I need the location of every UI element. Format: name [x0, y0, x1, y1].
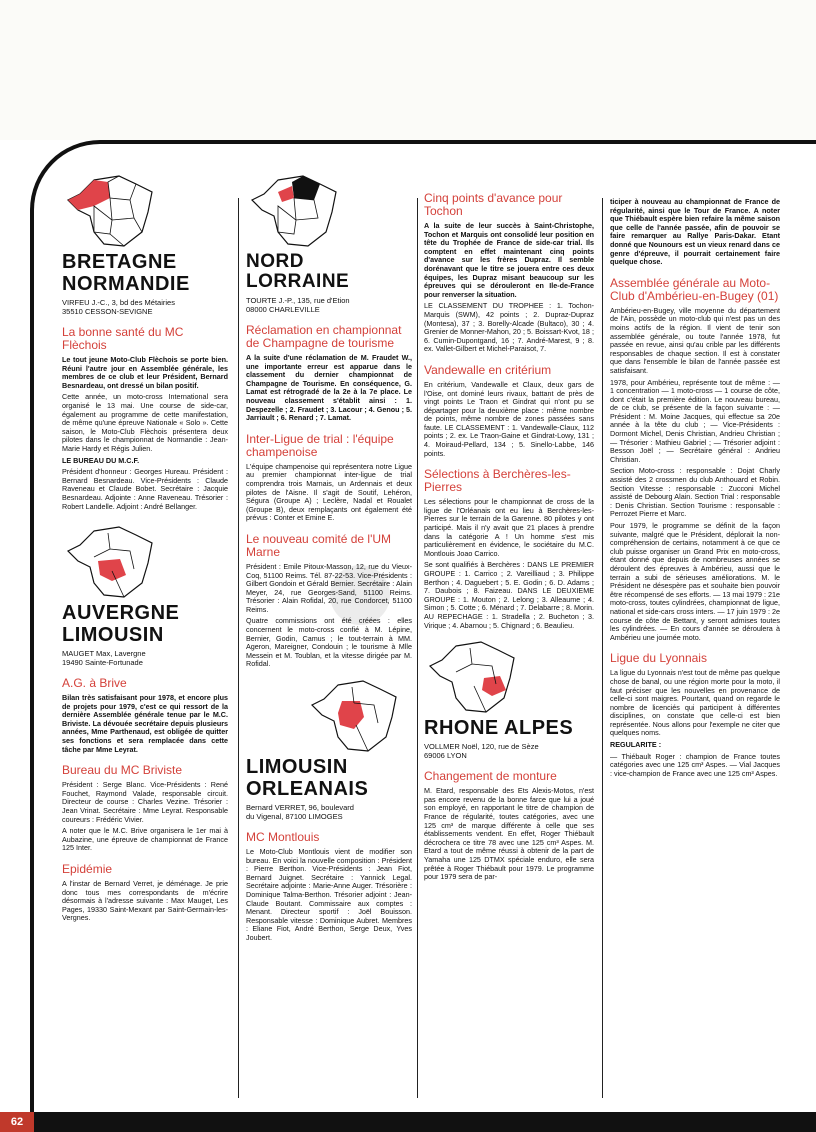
article-paragraph: Président d'honneur : Georges Hureau. Président : Bernard Besnardeau. Vice-Présidents : Claude Raveneau et Claude Bobet. Secrétaire : Jacquie Besnardeau. Adjointe : Anne Raveneau. Trésorier : Robert Landelle. Adjoint : André Bellanger. — [62, 467, 228, 511]
article-paragraph: Cette année, un moto-cross International sera organisé le 13 mai. Une course de side-car, également au programme de cette manifestation, de même qu'une épreuve Nationale « Solo ». Cette saison, le Moto-Club Flèchois présentera deux pilotes dans le championnat de Normandie : Jean-Marie Hardy et Régis Julien. — [62, 392, 228, 453]
article-heading: MC Montlouis — [246, 830, 320, 845]
address-line: TOURTE J.-P., 135, rue d'Etion — [246, 296, 350, 305]
region-title: ORLEANAIS — [246, 778, 369, 801]
article-paragraph: L'équipe champenoise qui représentera notre Ligue au premier championnat inter-ligue de trial comprendra trois Marnais, un Ardennais et deux pilotes de l'Aisne. Il s'agit de Soutif, Lehéron, Ségura (Groupe A) ; Leclère, Nadal et Roualet (Groupe B), deux remplaçants ont également été prévus : Conter et Emine E. — [246, 461, 412, 523]
page-number: 62 — [0, 1112, 34, 1132]
france-map-icon — [308, 677, 408, 755]
region-bretagne-normandie — [62, 172, 228, 316]
column-1 — [62, 172, 228, 1102]
region-nord-lorraine — [246, 172, 412, 314]
address-line: 08000 CHARLEVILLE — [246, 305, 320, 314]
article-paragraph: ticiper à nouveau au championnat de France de régularité, ainsi que le Tour de France. A noter que Thiébault espère bien refaire la même saison que celle de l'année passée, afin de pouvoir se faire remarquer au Rallye Paris-Dakar. Etant donné que Nounours est un vieux renard dans ce genre d'épreuve, il pourrait certainement faire quelque chose. — [610, 197, 780, 267]
article-heading: Assemblée générale au Moto-Club d'Ambérieu-en-Bugey (01) — [610, 275, 779, 303]
address-line: 19490 Sainte-Fortunade — [62, 658, 143, 668]
article-paragraph: A l'instar de Bernard Verret, je déménage. Je prie donc tous mes correspondants de m'écrire désormais à l'adresse suivante : Max Mauget, Les Pages, 19330 Saint-Mexant par Saint-Germain-les-Vergnes. — [62, 879, 228, 923]
article-paragraph: Le Moto-Club Montlouis vient de modifier son bureau. En voici la nouvelle composition : Président : Pierre Berthon. Vice-Présidents : Jean Fiot, Bernard Juignet. Secrétaire : Yannick Legal. Secrétaire adjointe : Marie-Anne Auger. Trésorière : Dominique Talma-Berthon. Trésorier adjoint : Jean-Claude Boutant. Commissaire aux comptes : Menant. Directeur sportif : Joël Bouisson. Responsable vitesse : Dominique Aubret. Membres : Eliane Fiot, André Berthon, Serge Deux, Yves Joubert. — [246, 847, 412, 942]
article-heading: Vandewalle en critérium — [424, 362, 552, 377]
article-paragraph: Se sont qualifiés à Berchères : DANS LE PREMIER GROUPE : 1. Carrico ; 2. Vareilliaud ; 3. Philippe Berthon ; 4. Daguebert ; 5. E. Godin ; 6. D. Adams ; 7. Daubois ; 8. Faizeau. DANS LE DEUXIEME GROUPE : 1. Mouton ; 2. Lelong ; 3. Alleaume ; 4. Simon ; 5. Cotte ; 6. Ménard ; 7. Delabarre ; 8. Morin. AU REPECHAGE : 1. Stradella ; 2. Bucheton ; 3. Virique ; 4. Abarnou ; 5. Chignard ; 6. Beaulieu. — [424, 560, 594, 630]
article-paragraph: Président : Serge Blanc. Vice-Présidents : René Fouchet, Raymond Valade, responsable circuit. Directeur de course : Charles Vezine. Trésorier : Jean Vrinat. Secrétaire : Mme Leyrat. Responsable coureurs : Frédéric Vivier. — [62, 780, 228, 824]
column-3 — [424, 172, 594, 1102]
article-paragraph: Section Moto-cross : responsable : Dojat Charly assisté des 2 crossmen du club Anthouard et Robin. Section Vitesse : responsable : Zucconi Michel assisté de Debourg Alain. Section Trial : responsable : Denis Christian. Section Tourisme : responsable : Perrozet Pierre et Marc. — [610, 466, 780, 519]
article-heading: Changement de monture — [424, 769, 557, 784]
correspondent-address — [246, 803, 412, 821]
region-title: LIMOUSIN — [62, 624, 164, 647]
article-heading: Sélections à Berchères-les-Pierres — [424, 467, 571, 495]
article-paragraph: — Thiébault Roger : champion de France toutes catégories avec une 125 cm³ Aspes. — Vial Jacques : vice-champion de France avec une 125 cm³ Aspes. — [610, 751, 780, 778]
address-line: 35510 CESSON-SEVIGNE — [62, 307, 153, 316]
article-heading: Inter-Ligue de trial : l'équipe champenoise — [246, 431, 394, 459]
article-paragraph: Ambérieu-en-Bugey, ville moyenne du département de l'Ain, possède un moto-club qui n'est pas un des moins actifs de la région. Il vient de tenir son assemblée générale, ou toute l'année 1978, fut passée en revue, ainsi qu'au crible par les différents responsables de chaque section. Il est à constater que dans l'ensemble le bilan de l'année passée est satisfaisant. — [610, 305, 780, 375]
article-heading: A.G. à Brive — [62, 676, 127, 691]
france-map-icon — [64, 523, 164, 601]
correspondent-address — [246, 296, 412, 314]
article-paragraph: REGULARITE : — [610, 740, 662, 750]
region-title: BRETAGNE — [62, 251, 177, 273]
column-4 — [610, 172, 780, 1102]
column-divider — [417, 198, 418, 1098]
article-paragraph: A la suite de leur succès à Saint-Christophe, Tochon et Marquis ont consolidé leur position en tête du Trophée de France de side-car trial. Ils comptent en effet maintenant cinq points d'avance sur les frères Dupraz. Il semble dorénavant que le titre se jouera entre ces deux équipes, les Dupraz misant beaucoup sur les épreuves qui se dérouleront en Ile-de-France pour renverser la situation. — [424, 221, 594, 299]
address-line: Bernard VERRET, 96, boulevard — [246, 803, 354, 813]
address-line: 69006 LYON — [424, 751, 467, 761]
article-heading: Epidémie — [62, 862, 113, 876]
region-title: LIMOUSIN — [246, 756, 348, 779]
article-heading: La bonne santé du MC Flèchois — [62, 325, 184, 352]
article-paragraph: LE CLASSEMENT DU TROPHEE : 1. Tochon-Marquis (SWM), 42 points ; 2. Dupraz-Dupraz (Montesa), 37 ; 3. Borelly-Alcade (Bultaco), 30 ; 4. Grenier de Monner-Mahon, 20 ; 5. Boissart-Kvot, 18 ; 6. Cumin-Dupontgand, 16 ; 7. André-Marest, 9 ; 8. ex. Vallet-Gilbert et Michel-Paraisot, 7. — [424, 301, 594, 354]
article-paragraph: M. Etard, responsable des Ets Alexis-Motos, n'est pas encore revenu de la bonne farce que lui a joué son employé, en rapportant le titre de champion de France de régularité, toutes catégories, avec une 125 cm³ de marque différente à celle que ses établissements vendent. En effet, Roger Thiébault décrochera ce titre 78 avec une 125 cm³ Aspes. M. Etard a tout de même réussi à obtenir de la part de Yamaha une 125 DTMX spéciale enduro, elle sera prêtée à Roger Thiébault pour 1979. Le programme pour 1979 sera de par- — [424, 786, 594, 882]
region-title: NORD LORRAINE — [246, 251, 350, 292]
article-heading: Réclamation en championnat de Champagne de tourisme — [246, 323, 402, 350]
article-paragraph: Quatre commissions ont été créées : elles concernent le moto-cross confié à M. Lépine, Bernier, Godin, Camus ; le tout-terrain à MM. Ageron, Mareigner, Condouin ; le tourisme à Mlle Messein et M. Toublan, et la vitesse dirigée par M. Rofidal. — [246, 616, 412, 669]
article-paragraph: A la suite d'une réclamation de M. Fraudet W., une importante erreur est apparue dans le classement du dernier championnat de Champagne de Tourisme. En conséquence, G. Lamat est rétrogradé de la 2e à la 7e place. Le nouveau classement s'établit ainsi : 1. Despezelle ; 2. Fraudet ; 3. Lacour ; 4. Genou ; 5. Jarriault ; 6. Renard ; 7. Lamat. — [246, 353, 412, 423]
region-auvergne-limousin — [62, 523, 228, 667]
article-heading: Cinq points d'avance pour Tochon — [424, 191, 563, 218]
blank-top-margin — [0, 0, 816, 140]
address-line: VIRFEU J.-C., 3, bd des Métairies — [62, 298, 175, 307]
article-paragraph: Président : Emile Pitoux-Masson, 12, rue du Vieux-Coq, 51100 Reims. Tél. 87-22-53. Vice-Présidents : Gilbert Gondoin et Gérald Bernier. Secrétaire : Alain Meyer, 24, rue Georges-Sand, 51100 Reims. Trésorier : Alain Rofidal, 20, rue Condorcet, 51100 Reims. — [246, 561, 412, 614]
article-paragraph: LE BUREAU DU M.C.F. — [62, 455, 140, 465]
article-paragraph: La ligue du Lyonnais n'est tout de même pas quelque chose de banal, ou une région morte pour la moto, il faut préciser que les nouvelles en provenance de celle-ci sont maigres. Pourtant, quand on regarde le nombre de licenciés qui participent à différentes disciplines, on constate que celle-ci est bien représentée. Nous allons pour l'exemple ne citer que quelques noms. — [610, 668, 780, 738]
correspondent-address — [62, 298, 228, 316]
bottom-bar — [0, 1112, 816, 1132]
france-map-icon — [426, 638, 526, 716]
address-line: du Vigenal, 87100 LIMOGES — [246, 812, 343, 822]
article-heading: Ligue du Lyonnais — [610, 651, 707, 666]
region-title: NORMANDIE — [62, 273, 190, 295]
article-paragraph: A noter que le M.C. Brive organisera le 1er mai à Aubazine, une épreuve de championnat de France 125 Inter. — [62, 826, 228, 853]
article-paragraph: Le tout jeune Moto-Club Flèchois se porte bien. Réuni l'autre jour en Assemblée générale, les membres de ce club et leur Président, Bernard Besnardeau, ont dressé un bilan positif. — [62, 355, 228, 390]
france-map-icon — [64, 172, 164, 250]
column-divider — [238, 198, 239, 1098]
correspondent-address — [424, 742, 594, 760]
region-rhone-alpes — [424, 638, 594, 760]
region-limousin-orleanais — [246, 677, 412, 821]
address-line: MAUGET Max, Lavergne — [62, 649, 146, 659]
article-paragraph: Pour 1979, le programme se définit de la façon suivante, malgré que le Président, déplorait la non-compréhension de certains, notamment à ce que ce club puisse organiser un Grand Prix en moto-cross, étant donné que depuis de nombreuses années se déroulent des épreuves à Ambérieu, aussi que le terrain a subi de sérieuses améliorations. M. le Président ne désespère pas et souhaite bien pouvoir être récompensé de ses efforts. — 13 mai 1979 : 21e moto-cross, toutes cylindrées, championnat de ligue, national et side-cars cross inters. — 17 juin 1979 : 2e course de côte de Bettant, y seront admises toutes les cylindrées. — En cours d'année se déroulera à Ambérieu une journée moto. — [610, 521, 780, 642]
correspondent-address — [62, 649, 228, 667]
france-map-icon — [248, 172, 348, 250]
article-heading: Le nouveau comité de l'UM Marne — [246, 531, 392, 559]
column-2 — [246, 172, 412, 1102]
article-heading: Bureau du MC Briviste — [62, 763, 183, 778]
region-title: RHONE ALPES — [424, 717, 574, 740]
article-paragraph: Les sélections pour le championnat de cross de la ligue de l'Orléanais ont eu lieu à Berchères-les-Pierres sur le terrain de la Garenne. 80 pilotes y ont participé. Mais il n'y avait que 21 places à prendre dans la catégorie A ! Un homme s'est mis particulièrement en évidence, le sociétaire du M.C. Montlouis Joao Carrico. — [424, 497, 594, 558]
address-line: VOLLMER Noël, 120, rue de Sèze — [424, 742, 539, 752]
article-paragraph: Bilan très satisfaisant pour 1978, et encore plus de projets pour 1979, c'est ce qui ressort de la dernière Assemblée générale tenue par le M.C. Briviste. La dévouée secrétaire depuis plusieurs années, Mme Parthenaud, est obligée de quitter ses fonctions et sera remplacée dans cette tâche par Mme Leyrat. — [62, 693, 228, 754]
column-divider — [602, 198, 603, 1098]
region-title: AUVERGNE — [62, 602, 180, 625]
article-paragraph: 1978, pour Ambérieu, représente tout de même : — 1 concentration — 1 moto-cross — 1 course de côte, dont c'était la première édition. Le nouveau bureau, de ce club, se présente de la façon suivante : — Président : M. Moine Jacques, qui effectue sa 20e année à la tête du club ; — Vice-Présidents : Dormont Michel, Denis Christian, Andrieu Christian ; — Trésorier : Mathieu Gabriel ; — Trésorier adjoint : Besson Joël ; — Secrétaire général : Andrieu Christian. — [610, 377, 780, 464]
article-paragraph: En critérium, Vandewalle et Claux, deux gars de l'Oise, ont dominé leurs rivaux, battant de près de vingt points Le Traon et Gindrat qui n'ont pu se départager pour la deuxième place : même nombre de points, même nombre de zones passées sans faute. LE CLASSEMENT : 1. Vandewalle-Claux, 112 points ; 2. ex. Le Traon-Gaine et Gindrat-Lowy, 131 ; 4. Moiraud-Pellard, 134 ; 5. Sinello-Labbe, 146 points. — [424, 379, 594, 458]
